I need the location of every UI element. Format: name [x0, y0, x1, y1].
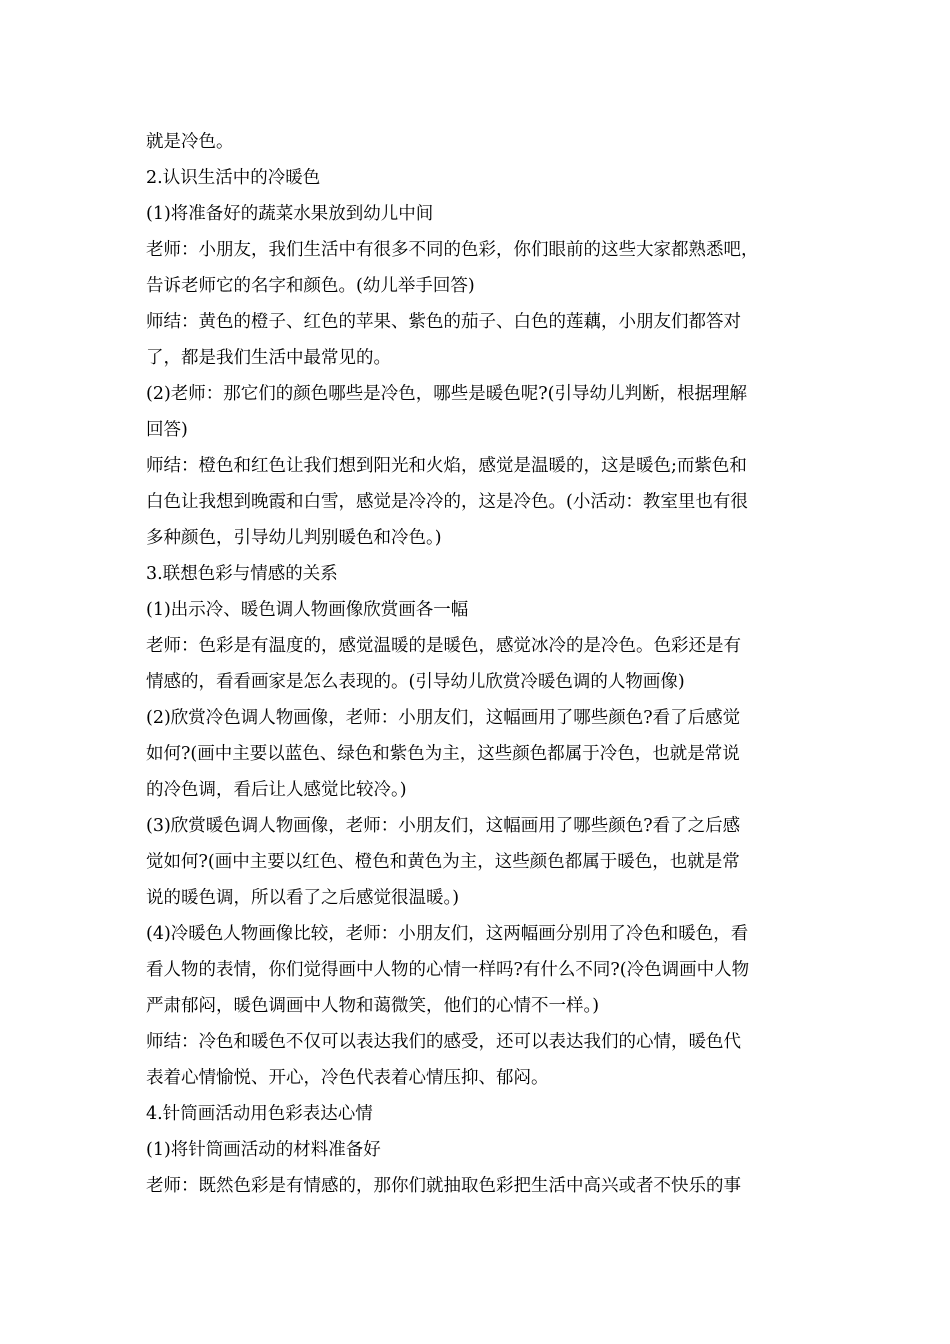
text-line: 师结：黄色的橙子、红色的苹果、紫色的茄子、白色的莲藕，小朋友们都答对: [146, 312, 741, 332]
text-line: 师结：冷色和暖色不仅可以表达我们的感受，还可以表达我们的心情，暖色代: [146, 1032, 741, 1052]
section-heading: 4.针筒画活动用色彩表达心情: [146, 1104, 373, 1124]
text-line: 的冷色调，看后让人感觉比较冷。): [146, 780, 407, 800]
document-page: [146, 124, 810, 1204]
section-heading: 3.联想色彩与情感的关系: [146, 564, 338, 584]
text-line: (1)将针筒画活动的材料准备好: [146, 1140, 381, 1160]
text-line: 严肃郁闷，暖色调画中人物和蔼微笑，他们的心情不一样。): [146, 996, 600, 1016]
text-line: 回答): [146, 420, 188, 440]
text-line: 师结：橙色和红色让我们想到阳光和火焰，感觉是温暖的，这是暖色;而紫色和: [146, 456, 747, 476]
text-line: 老师：色彩是有温度的，感觉温暖的是暖色，感觉冰冷的是冷色。色彩还是有: [146, 636, 741, 656]
text-line: 老师：既然色彩是有情感的，那你们就抽取色彩把生活中高兴或者不快乐的事: [146, 1176, 741, 1196]
text-line: 老师：小朋友，我们生活中有很多不同的色彩，你们眼前的这些大家都熟悉吧，: [146, 240, 759, 260]
text-line: 告诉老师它的名字和颜色。(幼儿举手回答): [146, 276, 475, 296]
text-line: 情感的，看看画家是怎么表现的。(引导幼儿欣赏冷暖色调的人物画像): [146, 672, 685, 692]
text-line: 就是冷色。: [146, 132, 234, 152]
text-line: 看人物的表情，你们觉得画中人物的心情一样吗?有什么不同?(冷色调画中人物: [146, 960, 750, 980]
text-line: 白色让我想到晚霞和白雪，感觉是冷冷的，这是冷色。(小活动：教室里也有很: [146, 492, 748, 512]
text-line: 说的暖色调，所以看了之后感觉很温暖。): [146, 888, 460, 908]
text-line: 了，都是我们生活中最常见的。: [146, 348, 391, 368]
text-line: 觉如何?(画中主要以红色、橙色和黄色为主，这些颜色都属于暖色，也就是常: [146, 852, 740, 872]
text-line: 如何?(画中主要以蓝色、绿色和紫色为主，这些颜色都属于冷色，也就是常说: [146, 744, 740, 764]
text-line: (1)将准备好的蔬菜水果放到幼儿中间: [146, 204, 434, 224]
section-heading: 2.认识生活中的冷暖色: [146, 168, 321, 188]
text-line: 多种颜色，引导幼儿判别暖色和冷色。): [146, 528, 442, 548]
text-line: (3)欣赏暖色调人物画像，老师：小朋友们，这幅画用了哪些颜色?看了之后感: [146, 816, 741, 836]
text-line: 表着心情愉悦、开心，冷色代表着心情压抑、郁闷。: [146, 1068, 549, 1088]
text-line: (1)出示冷、暖色调人物画像欣赏画各一幅: [146, 600, 469, 620]
text-line: (4)冷暖色人物画像比较，老师：小朋友们，这两幅画分别用了冷色和暖色，看: [146, 924, 749, 944]
text-line: (2)欣赏冷色调人物画像，老师：小朋友们，这幅画用了哪些颜色?看了后感觉: [146, 708, 741, 728]
text-line: (2)老师：那它们的颜色哪些是冷色，哪些是暖色呢?(引导幼儿判断，根据理解: [146, 384, 747, 404]
